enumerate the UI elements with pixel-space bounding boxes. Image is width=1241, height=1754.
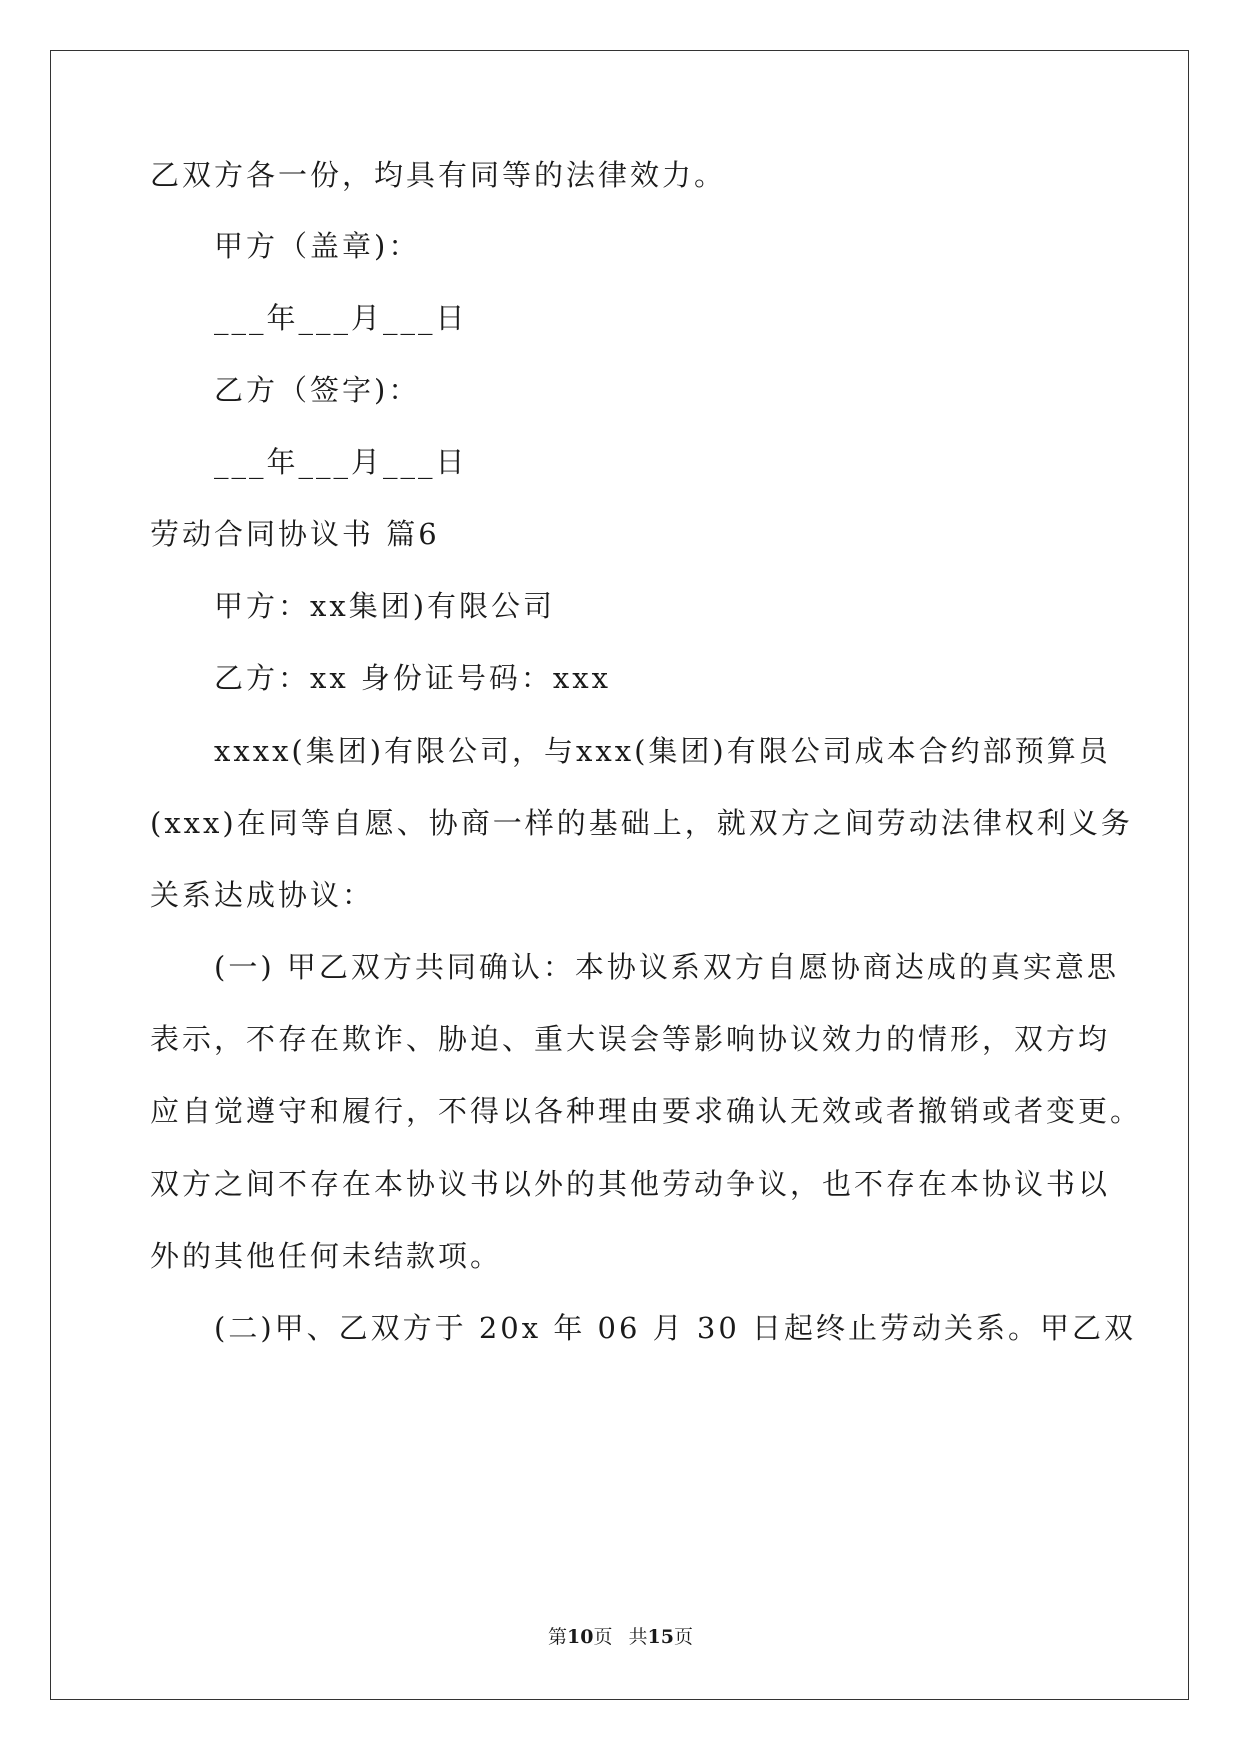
total-pages-prefix: 共 [628,1626,648,1648]
text-line: xxxx(集团)有限公司，与xxx(集团)有限公司成本合约部预算员 [214,734,1111,768]
section-heading: 劳动合同协议书 篇6 [150,517,440,551]
page-footer [0,1628,1241,1647]
text-line: 应自觉遵守和履行，不得以各种理由要求确认无效或者撤销或者变更。 [150,1094,1143,1128]
text-line: (二)甲、乙双方于 20x 年 06 月 30 日起终止劳动关系。甲乙双 [214,1311,1136,1345]
party-b-sign-label: 乙方（签字)： [214,373,421,407]
text-line: (一) 甲乙双方共同确认：本协议系双方自愿协商达成的真实意思 [214,950,1119,984]
party-a-seal-label: 甲方（盖章)： [214,229,421,263]
text-line: (xxx)在同等自愿、协商一样的基础上，就双方之间劳动法律权利义务 [150,806,1133,840]
text-line: 乙双方各一份，均具有同等的法律效力。 [150,158,727,192]
page-border [50,50,1189,1700]
page-number-suffix: 页 [593,1626,613,1648]
party-a-line: 甲方：xx集团)有限公司 [214,589,556,623]
total-pages-number: 15 [647,1626,674,1648]
total-pages-suffix: 页 [673,1626,693,1648]
current-page-number: 10 [567,1626,594,1648]
text-line: 双方之间不存在本协议书以外的其他劳动争议，也不存在本协议书以 [150,1167,1111,1201]
date-line: ___年___月___日 [214,301,468,335]
page-number-prefix: 第 [548,1626,568,1648]
text-line: 表示，不存在欺诈、胁迫、重大误会等影响协议效力的情形，双方均 [150,1022,1111,1056]
text-line: 外的其他任何未结款项。 [150,1239,503,1273]
date-line: ___年___月___日 [214,445,468,479]
party-b-line: 乙方：xx 身份证号码：xxx [214,661,611,695]
text-line: 关系达成协议： [150,878,375,912]
